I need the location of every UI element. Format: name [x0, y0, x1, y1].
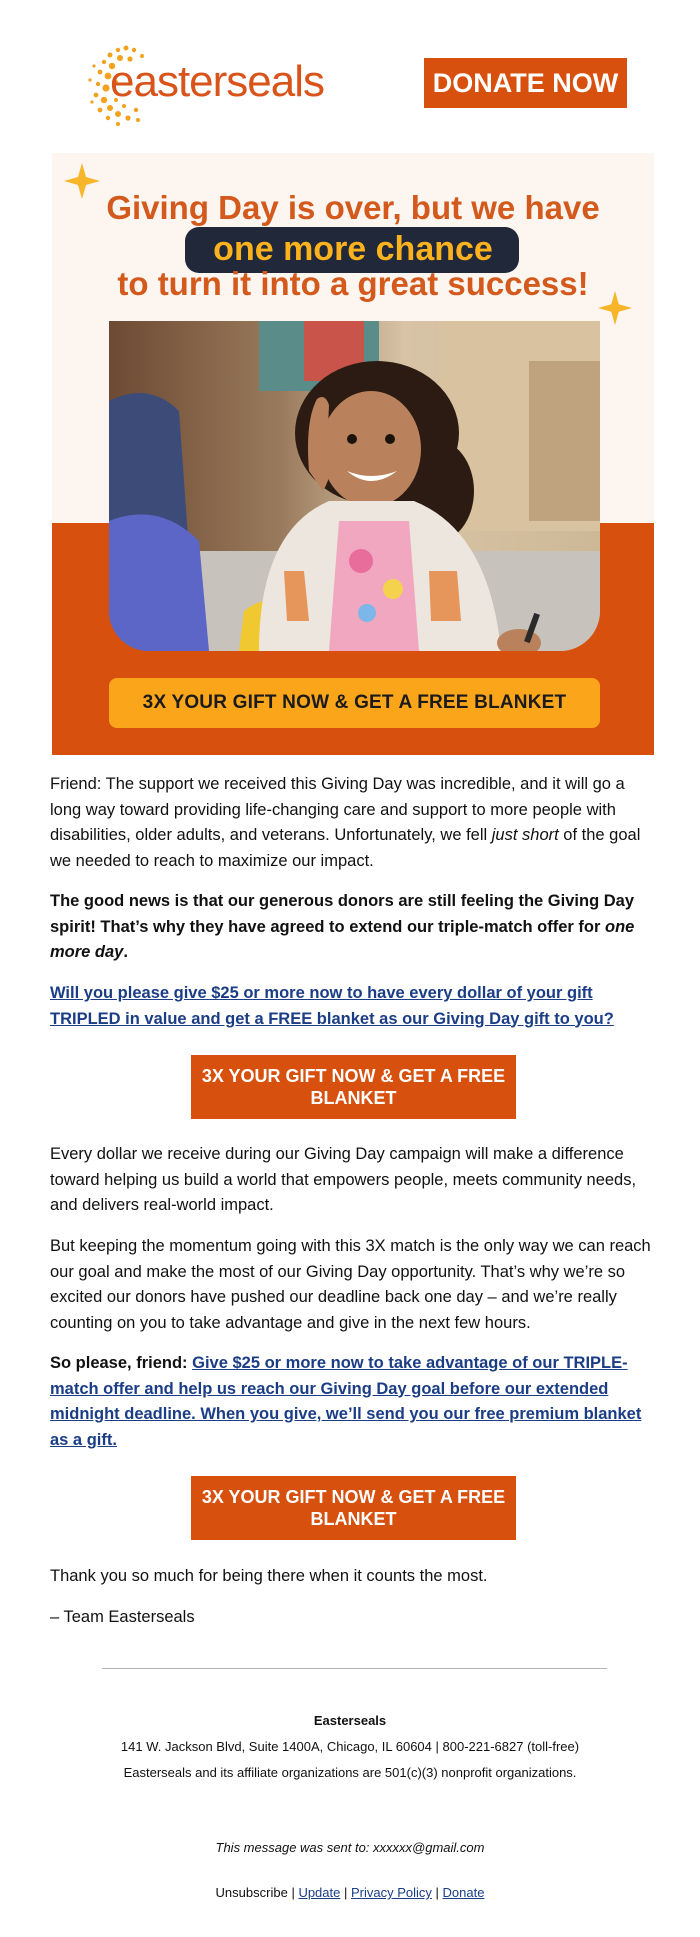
footer-nonprofit-note: Easterseals and its affiliate organizations are 501(c)(3) nonprofit organizations.	[123, 1765, 577, 1780]
hero-headline-line2: one more chance	[213, 230, 493, 268]
hero-headline-line1: Giving Day is over, but we have	[106, 189, 600, 226]
footer-org-name: Easterseals	[313, 1713, 387, 1728]
donate-link[interactable]: Donate	[442, 1885, 485, 1900]
cta-button-1[interactable]: 3X YOUR GIFT NOW & GET A FREE BLANKET	[191, 1055, 516, 1119]
intro-paragraph: Friend: The support we received this Giving Day was incredible, and it will go a long way toward providing life-changing care and support to more people with disabilities, older adults, and veterans. Unfortunately, we fell just short of the goal we needed to reach to maximize our impact.	[50, 775, 641, 870]
good-news-paragraph: The good news is that our generous donors are still feeling the Giving Day spirit! That’s why they have agreed to extend our triple-match offer for one more day.	[50, 892, 635, 961]
thank-you-paragraph: Thank you so much for being there when it counts the most.	[50, 1567, 488, 1585]
footer-separator: |	[343, 1885, 351, 1900]
footer-sent-to: This message was sent to: xxxxxx@gmail.com	[215, 1840, 485, 1855]
footer-separator: |	[291, 1885, 299, 1900]
unsubscribe-link[interactable]: Unsubscribe	[215, 1885, 288, 1900]
footer-separator: |	[435, 1885, 443, 1900]
ask-link[interactable]: Will you please give $25 or more now to have every dollar of your gift TRIPLED in value and get a FREE blanket as our Giving Day gift to you?	[50, 984, 614, 1028]
ask-paragraph	[50, 981, 660, 1032]
final-ask-link[interactable]: Give $25 or more now to take advantage of our TRIPLE-match offer and help us reach our Giving Day goal before our extended midnight deadline. When you give, we’ll send you our free premium blanket as a gift.	[50, 1354, 642, 1449]
hero-cta-button[interactable]: 3X YOUR GIFT NOW & GET A FREE BLANKET	[109, 678, 600, 728]
hero-photo-child	[109, 321, 600, 651]
cta-button-2[interactable]: 3X YOUR GIFT NOW & GET A FREE BLANKET	[191, 1476, 516, 1540]
privacy-policy-link[interactable]: Privacy Policy	[350, 1885, 432, 1900]
momentum-paragraph: But keeping the momentum going with this 3X match is the only way we can reach our goal and make the most of our Giving Day opportunity. That’s why we’re so excited our donors have pushed our deadline back one day – and we’re really counting on you to take advantage and give in the next few hours.	[50, 1237, 651, 1332]
update-link[interactable]: Update	[298, 1885, 341, 1900]
signature: – Team Easterseals	[50, 1608, 195, 1626]
footer-divider	[102, 1668, 607, 1669]
impact-paragraph: Every dollar we receive during our Giving Day campaign will make a difference toward helping us build a world that empowers people, meets community needs, and delivers real-world impact.	[50, 1145, 637, 1214]
email-header	[0, 0, 700, 150]
final-ask-paragraph: So please, friend: Give $25 or more now to take advantage of our TRIPLE-match offer and help us reach our Giving Day goal before our extended midnight deadline. When you give, we’ll send you our free premium blanket as a gift.	[50, 1354, 642, 1449]
footer-links	[0, 1885, 700, 1900]
logo-wordmark: easterseals	[110, 57, 325, 106]
donate-now-button[interactable]: DONATE NOW	[424, 58, 627, 108]
hero-headline-line3: to turn it into a great success!	[117, 265, 589, 302]
hero-banner[interactable]	[52, 153, 654, 755]
footer-address: 141 W. Jackson Blvd, Suite 1400A, Chicago, IL 60604 | 800-221-6827 (toll-free)	[120, 1739, 580, 1754]
